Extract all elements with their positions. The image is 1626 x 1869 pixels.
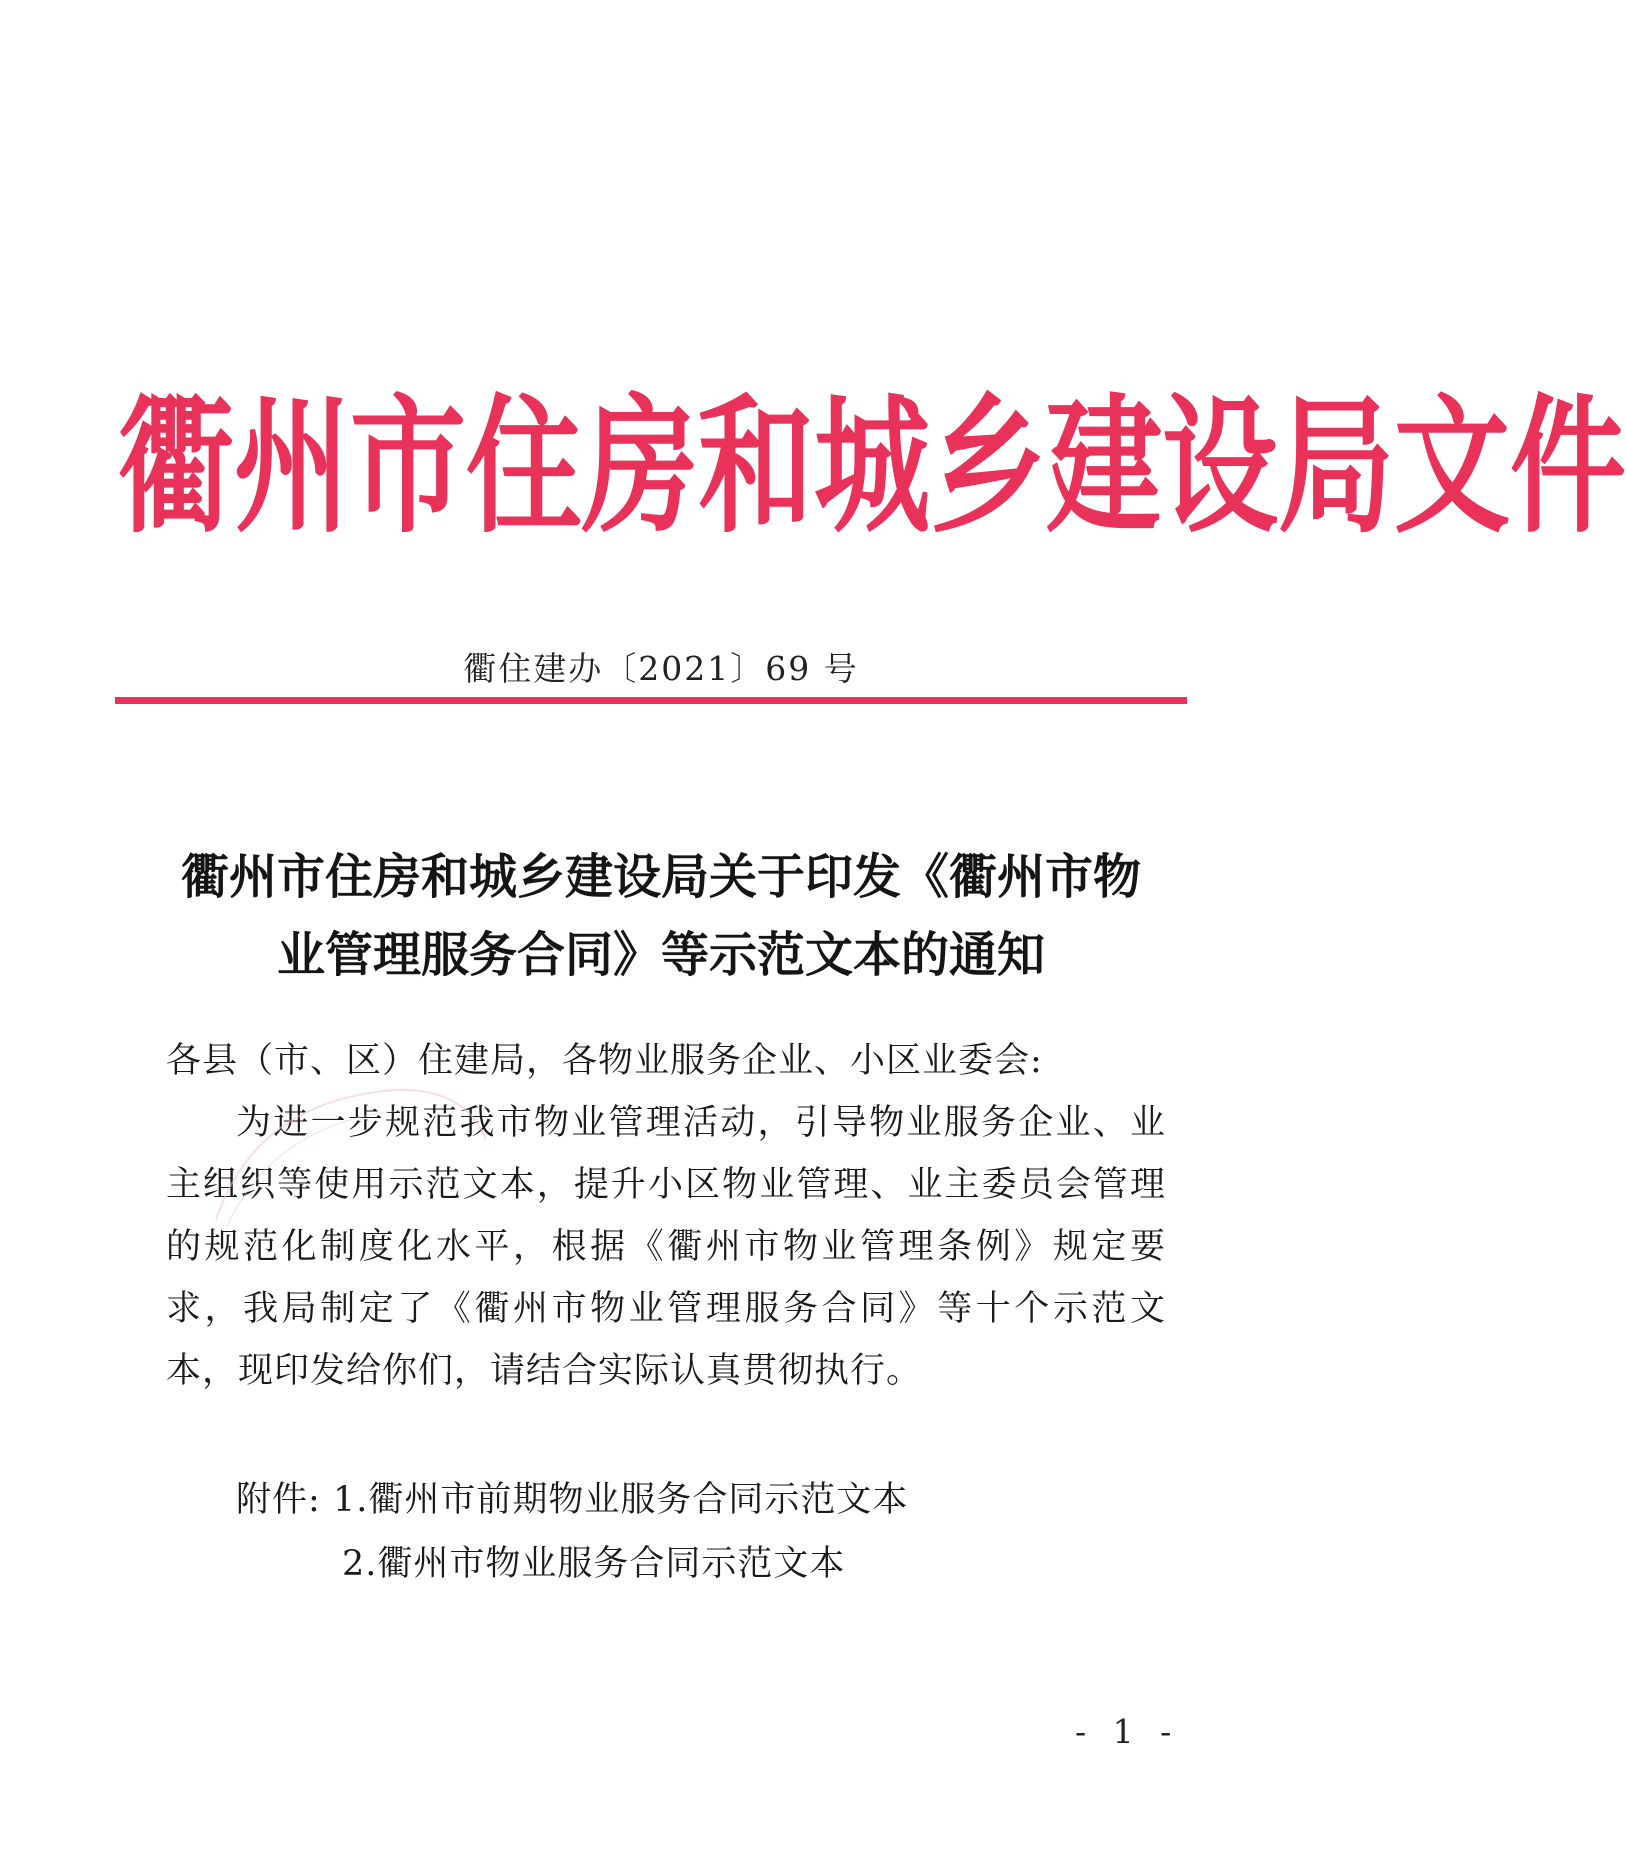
masthead-char: 乡	[930, 380, 1046, 554]
masthead-char: 州	[234, 380, 350, 554]
body-paragraph: 为进一步规范我市物业管理活动，引导物业服务企业、业主组织等使用示范文本，提升小区物业管理、业主委员会管理的规范化制度化水平，根据《衢州市物业管理条例》规定要求，我局制定了《衢州市物业管理服务合同》等十个示范文本，现印发给你们，请结合实际认真贯彻执行。	[166, 1103, 1166, 1391]
attachment-row-2	[236, 1532, 908, 1596]
salutation: 各县（市、区）住建局，各物业服务企业、小区业委会:	[166, 1041, 1043, 1081]
attachment-item: 1.衢州市前期物业服务合同示范文本	[332, 1480, 909, 1520]
masthead-char: 文	[1394, 380, 1510, 554]
masthead-char: 和	[698, 380, 814, 554]
attachment-item: 2.衢州市物业服务合同示范文本	[342, 1544, 846, 1584]
document-title	[160, 838, 1162, 994]
masthead-char: 设	[1162, 380, 1278, 554]
document-body	[166, 1030, 1166, 1402]
attachments-section	[236, 1468, 908, 1596]
masthead-char: 局	[1278, 380, 1394, 554]
masthead-char: 房	[582, 380, 698, 554]
masthead-char: 市	[350, 380, 466, 554]
page-number: - 1 -	[1075, 1712, 1180, 1751]
masthead-char: 件	[1510, 380, 1626, 554]
red-divider-rule	[115, 697, 1187, 704]
document-masthead	[118, 362, 1626, 573]
masthead-char: 住	[466, 380, 582, 554]
masthead-char: 建	[1046, 380, 1162, 554]
document-number: 衢住建办〔2021〕69 号	[463, 649, 859, 688]
attachments-label: 附件:	[236, 1480, 321, 1520]
attachment-row-1	[236, 1468, 908, 1532]
title-line-1: 衢州市住房和城乡建设局关于印发《衢州市物	[180, 849, 1141, 905]
masthead-char: 城	[814, 380, 930, 554]
title-line-2: 业管理服务合同》等示范文本的通知	[276, 927, 1045, 983]
masthead-char: 衢	[118, 380, 234, 554]
